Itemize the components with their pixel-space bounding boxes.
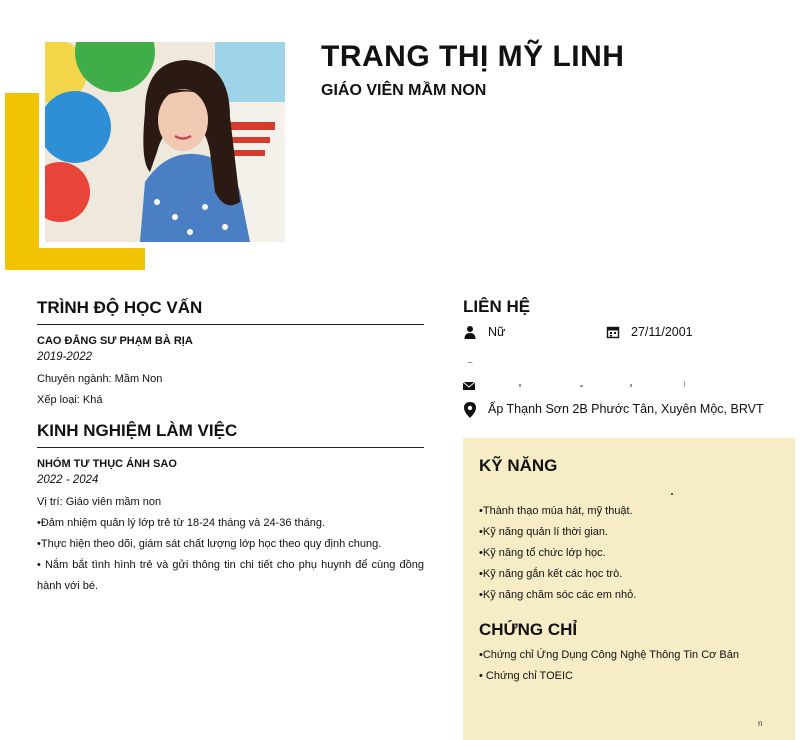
mail-icon	[463, 378, 475, 395]
experience-heading: KINH NGHIỆM LÀM VIỆC	[37, 421, 424, 448]
education-heading: TRÌNH ĐỘ HỌC VẤN	[37, 298, 424, 325]
gender-value: Nữ	[488, 325, 506, 339]
contact-gender	[463, 325, 505, 339]
experience-line: •Đảm nhiệm quản lý lớp trẻ từ 18-24 tháng và 24-36 tháng.	[37, 517, 326, 529]
dot-mark	[671, 493, 673, 495]
person-icon	[463, 325, 477, 339]
contact-birthday	[606, 325, 693, 339]
skill-item: •Thành thạo múa hát, mỹ thuật.	[479, 505, 633, 517]
contact-heading: LIÊN HỆ	[463, 297, 531, 316]
experience-org: NHÓM TƯ THỤC ÁNH SAO	[37, 458, 177, 470]
address-value: Ấp Thạnh Sơn 2B Phước Tân, Xuyên Mộc, BRVT	[488, 402, 764, 416]
education-rank: Xếp loại: Khá	[37, 394, 103, 406]
skill-item: •Kỹ năng gắn kết các học trò.	[479, 568, 623, 580]
left-column	[37, 298, 424, 597]
birthday-value: 27/11/2001	[631, 325, 693, 339]
skill-item: •Kỹ năng quản lí thời gian.	[479, 526, 609, 538]
education-period: 2019-2022	[37, 351, 92, 363]
education-major: Chuyên ngành: Mầm Non	[37, 373, 163, 385]
accent-bar-vertical	[5, 93, 39, 270]
experience-section	[37, 421, 424, 597]
mail-fragment	[519, 384, 521, 387]
location-pin-icon	[463, 402, 477, 416]
skill-item: •Kỹ năng tổ chức lớp học.	[479, 547, 606, 559]
skills-list	[479, 501, 636, 606]
contact-mail	[463, 378, 475, 396]
certificates-heading: CHỨNG CHỈ	[479, 620, 578, 639]
skill-item: •Kỹ năng chăm sóc các em nhỏ.	[479, 589, 637, 601]
skills-heading: KỸ NĂNG	[479, 456, 558, 475]
accent-bar-horizontal	[5, 248, 145, 270]
phone-icon	[467, 362, 473, 365]
certificate-item: • Chứng chỉ TOEIC	[479, 670, 573, 682]
education-section	[37, 298, 424, 411]
experience-line: • Nắm bắt tình hình trẻ và gửi thông tin chi tiết cho phụ huynh để cùng đồng hành với bé.	[37, 559, 424, 592]
calendar-icon	[606, 325, 620, 339]
certificate-item: •Chứng chỉ Ứng Dụng Công Nghệ Thông Tin Cơ Bản	[479, 649, 739, 661]
portrait-photo	[45, 42, 285, 242]
candidate-title: GIÁO VIÊN MẦM NON	[321, 82, 487, 99]
education-school: CAO ĐẲNG SƯ PHẠM BÀ RỊA	[37, 335, 193, 347]
experience-period: 2022 - 2024	[37, 474, 99, 486]
experience-line: Vị trí: Giáo viên mầm non	[37, 496, 162, 508]
mail-fragment	[630, 384, 632, 387]
candidate-name: TRANG THỊ MỸ LINH	[321, 40, 625, 73]
mail-fragment	[684, 381, 685, 387]
skills-box	[463, 438, 795, 740]
footer-mark: n	[758, 719, 763, 728]
experience-line: •Thực hiện theo dõi, giám sát chất lượng lớp học theo quy định chung.	[37, 538, 382, 550]
mail-fragment	[580, 385, 583, 387]
contact-address	[463, 402, 764, 416]
certificates-list	[479, 645, 739, 687]
